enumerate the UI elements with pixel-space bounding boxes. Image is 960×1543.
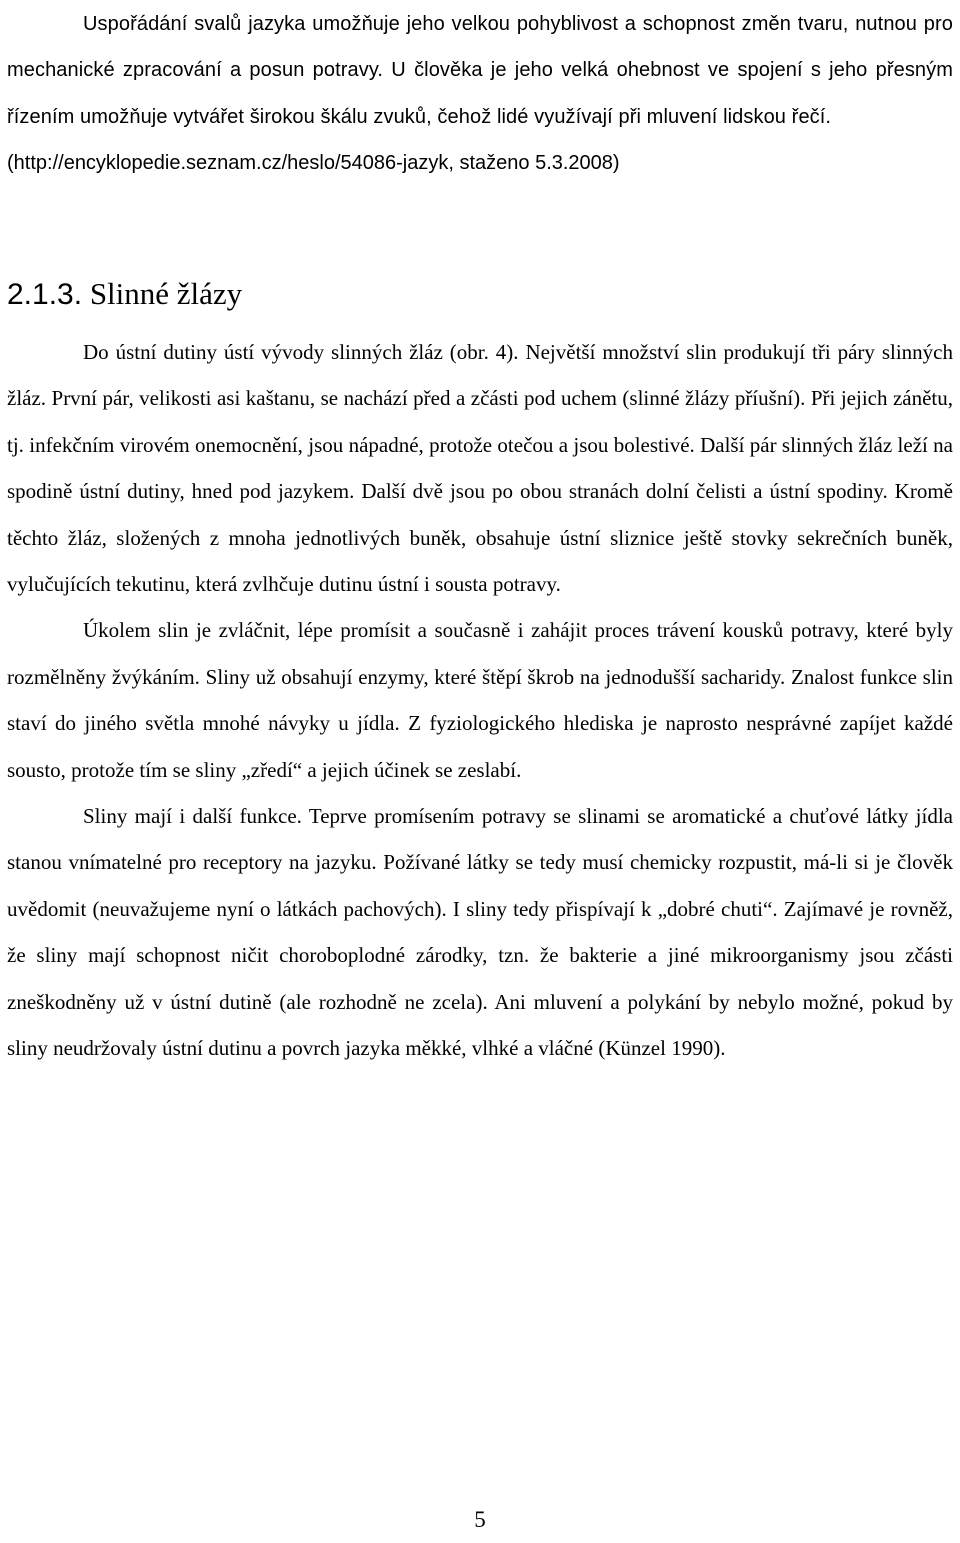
body-paragraph: Úkolem slin je zvláčnit, lépe promísit a současně i zahájit proces trávení kousků potravy, které byly rozmělněny žvýkáním. Sliny už obsahují enzymy, které štěpí škrob na jednodušší sacharidy. Znalost funkce slin staví do jiného světla mnohé návyky u jídla. Z fyziologického hlediska je naprosto nesprávné zapíjet každé sousto, protože tím se sliny „zředí“ a jejich účinek se zeslabí. (7, 618, 953, 782)
section-number: 2.1.3. (7, 278, 83, 311)
body-paragraph: Sliny mají i další funkce. Teprve promísením potravy se slinami se aromatické a chuťové látky jídla stanou vnímatelné pro receptory na jazyku. Požívané látky se tedy musí chemicky rozpustit, má-li si je člověk uvědomit (neuvažujeme nyní o látkách pachových). I sliny tedy přispívají k „dobré chuti“. Zajímavé je rovněž, že sliny mají schopnost ničit choroboplodné zárodky, tzn. že bakterie a jiné mikroorganismy jsou zčásti zneškodněny už v ústní dutině (ale rozhodně ne zcela). Ani mluvení a polykání by nebylo možné, pokud by sliny neudržovaly ústní dutinu a povrch jazyka měkké, vlhké a vláčné (Künzel 1990). (7, 804, 953, 1061)
intro-block (7, 1, 953, 187)
section-title: Slinné žlázy (89, 276, 243, 311)
section-body (7, 329, 953, 1072)
source-citation: (http://encyklopedie.seznam.cz/heslo/54086-jazyk, staženo 5.3.2008) (7, 152, 620, 175)
section-heading (7, 270, 242, 319)
page-number: 5 (474, 1507, 486, 1532)
intro-paragraph: Uspořádání svalů jazyka umožňuje jeho velkou pohyblivost a schopnost změn tvaru, nutnou pro mechanické zpracování a posun potravy. U člověka je jeho velká ohebnost ve spojení s jeho přesným řízením umožňuje vytvářet širokou škálu zvuků, čehož lidé využívají při mluvení lidskou řečí. (7, 13, 953, 128)
body-paragraph: Do ústní dutiny ústí vývody slinných žláz (obr. 4). Největší množství slin produkují tři páry slinných žláz. První pár, velikosti asi kaštanu, se nachází před a zčásti pod uchem (slinné žlázy příušní). Při jejich zánětu, tj. infekčním virovém onemocnění, jsou nápadné, protože otečou a jsou bolestivé. Další pár slinných žláz leží na spodině ústní dutiny, hned pod jazykem. Další dvě jsou po obou stranách dolní čelisti a ústní spodiny. Kromě těchto žláz, složených z mnoha jednotlivých buněk, obsahuje ústní sliznice ještě stovky sekrečních buněk, vylučujících tekutinu, která zvlhčuje dutinu ústní i sousta potravy. (7, 340, 953, 597)
